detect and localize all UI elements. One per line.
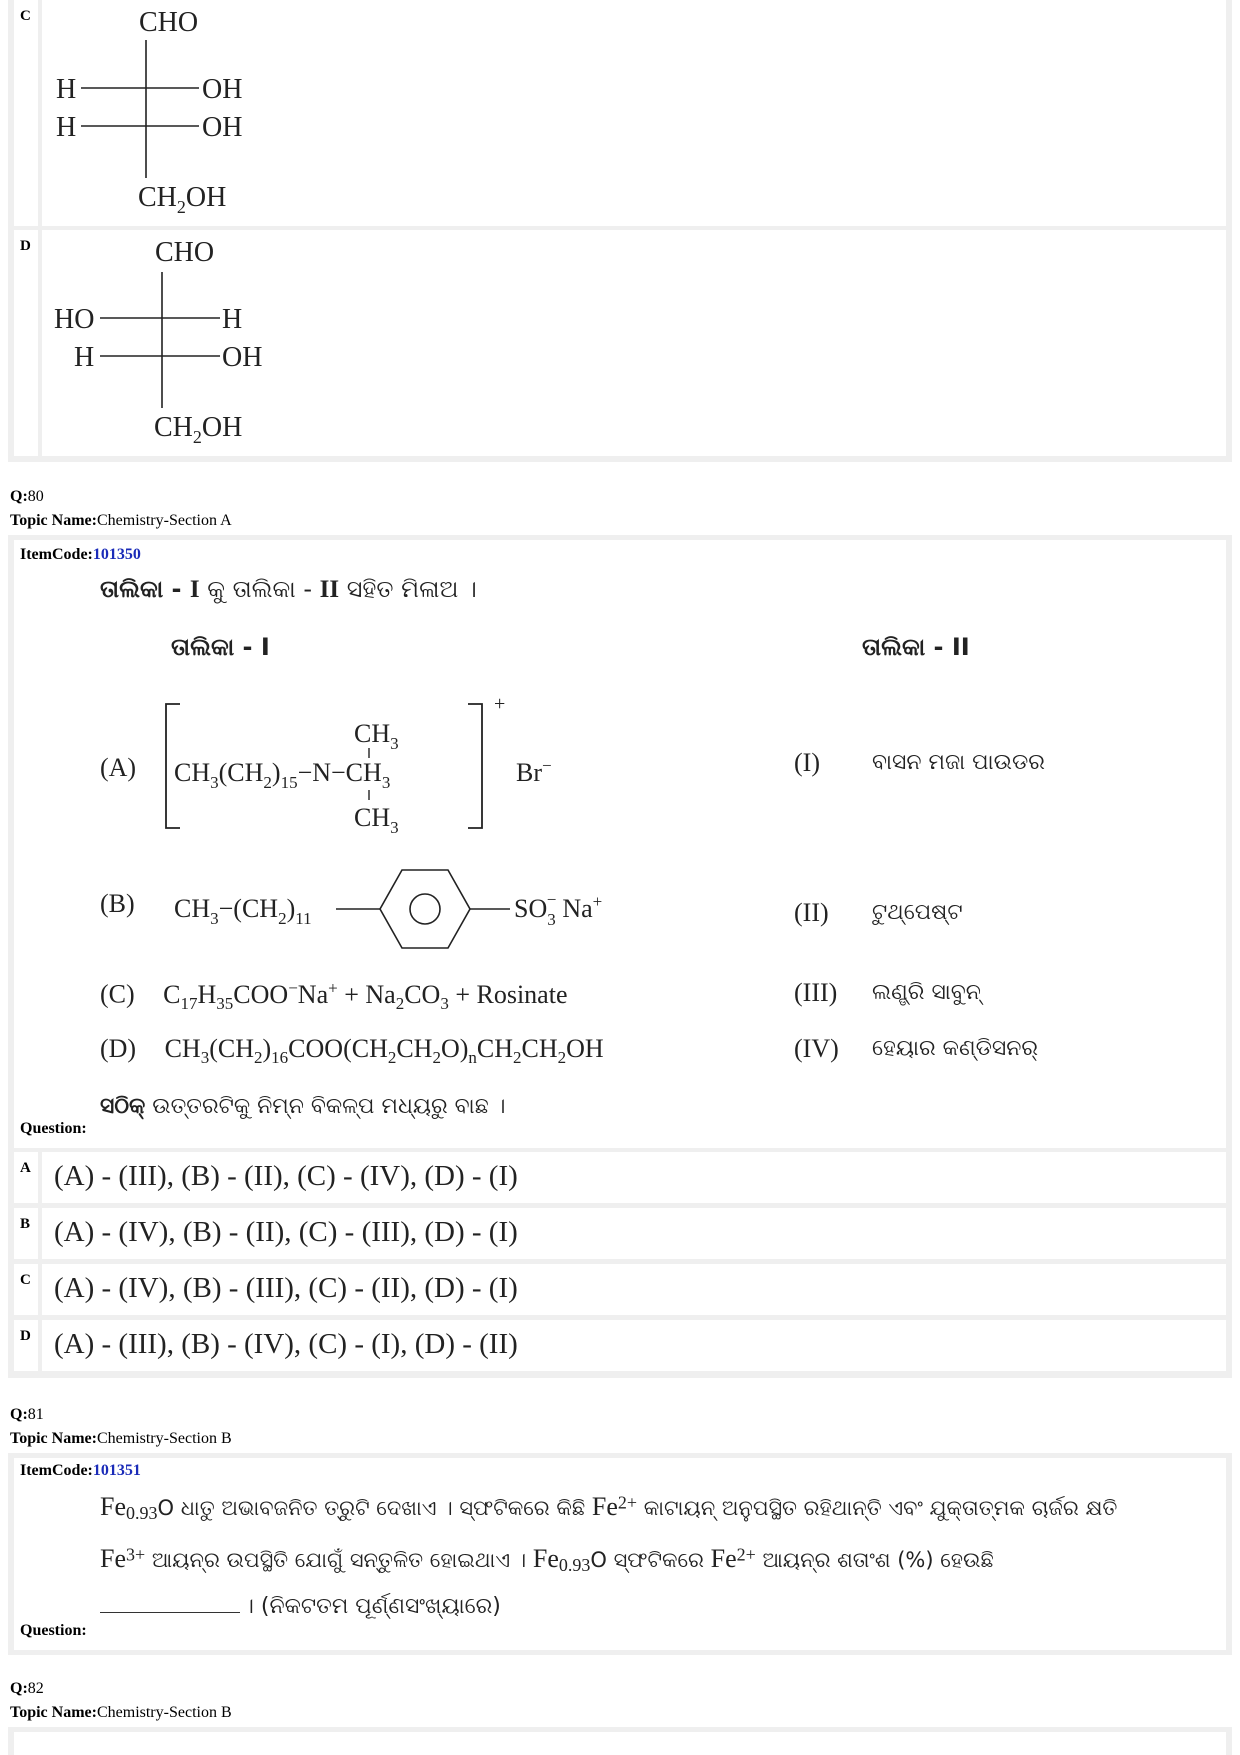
q80-number-line: Q:80 <box>10 488 44 505</box>
q80-itemcode: ItemCode:101350 <box>20 546 141 563</box>
compound-c: (C) $C_{17}H_{35}COO^-Na^+ + Na_2CO_3$ + Rosinate <box>100 978 568 1013</box>
q82-number-line: Q:82 <box>10 1680 44 1697</box>
option-letter: A <box>20 1160 31 1176</box>
cho-label: CHO <box>139 7 199 38</box>
benzene-ring <box>380 870 470 948</box>
option-text: (A) - (IV), (B) - (II), (C) - (III), (D) - (I) <box>54 1216 518 1248</box>
fischer-projection-c <box>42 0 442 226</box>
q82-question-body <box>14 1732 1226 1755</box>
bottom-methyl: $CH_3$ <box>354 803 399 837</box>
bromide-counter-ion: Br− <box>516 756 552 787</box>
q79-option-d[interactable] <box>42 230 1226 456</box>
q80-topic-line: Topic Name:Chemistry-Section A <box>10 512 232 529</box>
item-label-b: (B) <box>100 889 135 918</box>
option-letter: C <box>20 1272 31 1288</box>
left-group-1: HO <box>54 304 95 335</box>
compound-d: (D) $CH_3(CH_2)_{16}COO(CH_2CH_2O)_nCH_2CH_2OH$ <box>100 1034 604 1068</box>
list1-header: ତାଲିକା - I <box>171 633 270 661</box>
q80-question-body <box>14 540 1226 1148</box>
right-group-1: OH <box>202 74 243 105</box>
right-group-2: OH <box>202 112 243 143</box>
cho-label: CHO <box>155 237 215 268</box>
q80-option-a-label-cell <box>14 1152 38 1203</box>
q79-option-c-label-cell <box>14 0 38 226</box>
q81-number-line: Q:81 <box>10 1406 44 1423</box>
right-group-1: H <box>222 304 243 335</box>
top-methyl: $CH_3$ <box>354 719 399 753</box>
fischer-projection-d <box>42 230 442 456</box>
q80-option-d[interactable] <box>42 1320 1226 1371</box>
option-text: (A) - (IV), (B) - (III), (C) - (II), (D) - (I) <box>54 1272 518 1304</box>
q81-line-2: $Fe^{3+}$ ଆୟନ୍‌ର ଉପସ୍ଥିତି ଯୋଗୁଁ ସନ୍ତୁଳିତ ହୋଇଥାଏ । $Fe_{0.93}O$ ସ୍ଫଟିକରେ $Fe^{2+}$ ଆୟନ୍‌ର ଶତାଂଶ (%) ହେଉଛି <box>100 1544 994 1576</box>
left-group-2: H <box>56 112 77 143</box>
list2-item-iii: (III) ଲଣ୍ଡ୍ରି ସାବୁନ୍ <box>794 978 981 1007</box>
q81-topic-line: Topic Name:Chemistry-Section B <box>10 1430 232 1447</box>
q81-question-label: Question: <box>20 1622 87 1639</box>
q80-instruction: ତାଲିକା - I କୁ ତାଲିକା - II ସହିତ ମିଳାଅ । <box>100 575 477 603</box>
list2-item-ii: (II) ଟୁଥ୍‌ପେଷ୍ଟ <box>794 898 963 927</box>
compound-a-structure <box>84 678 644 848</box>
q80-option-a[interactable] <box>42 1152 1226 1203</box>
item-label-a: (A) <box>100 753 137 782</box>
list2-item-iv: (IV) ହେୟାର କଣ୍ଡିସନର୍ <box>794 1034 1039 1063</box>
q80-option-c-label-cell <box>14 1264 38 1315</box>
list2-item-i: (I) ବାସନ ମଜା ପାଉଡର <box>794 748 1045 777</box>
complex-charge: + <box>494 693 506 715</box>
q80-option-b-label-cell <box>14 1208 38 1259</box>
option-letter: D <box>20 1328 31 1344</box>
right-group-2: OH <box>222 342 263 373</box>
sulfonate-group: $SO_3- Na^+$ <box>514 890 603 929</box>
q80-option-d-label-cell <box>14 1320 38 1371</box>
q80-question-text: ସଠିକ୍ ଉତ୍ତରଟିକୁ ନିମ୍ନ ବିକଳ୍ପ ମଧ୍ୟରୁ ବାଛ । <box>100 1094 506 1119</box>
option-letter: C <box>20 8 31 24</box>
q81-question-body <box>14 1458 1226 1650</box>
left-group-1: H <box>56 74 77 105</box>
compound-b-structure <box>84 860 704 960</box>
answer-blank <box>100 1612 240 1613</box>
q79-option-d-label-cell <box>14 230 38 456</box>
q80-question-label: Question: <box>20 1120 87 1137</box>
q79-option-c[interactable] <box>42 0 1226 226</box>
option-text: (A) - (III), (B) - (IV), (C) - (I), (D) - (II) <box>54 1328 518 1360</box>
alkyl-chain: $CH_3-(CH_2)_{11}$ <box>174 894 312 928</box>
q81-line-1: $Fe_{0.93}O$ ଧାତୁ ଅଭାବଜନିତ ତ୍ରୁଟି ଦେଖାଏ । ସ୍ଫଟିକରେ କିଛି $Fe^{2+}$ କାଟାୟନ୍ ଅନୁପସ୍ଥିତ ରହିଥାନ୍ତି ଏବଂ ଯୁକ୍ତାତ୍ମକ ଚାର୍ଜର କ୍ଷତି <box>100 1492 1118 1524</box>
q80-option-b[interactable] <box>42 1208 1226 1259</box>
q80-option-c[interactable] <box>42 1264 1226 1315</box>
bottom-group: $CH_2OH$ <box>154 412 243 447</box>
q81-line-3: । (ନିକଟତମ ପୂର୍ଣ୍ଣସଂଖ୍ୟାରେ) <box>100 1594 501 1619</box>
q82-topic-line: Topic Name:Chemistry-Section B <box>10 1704 232 1721</box>
bottom-group: $CH_2OH$ <box>138 182 227 217</box>
option-text: (A) - (III), (B) - (II), (C) - (IV), (D) - (I) <box>54 1160 518 1192</box>
list2-header: ତାଲିକା - II <box>862 633 970 661</box>
option-letter: B <box>20 1216 31 1232</box>
option-letter: D <box>20 238 31 254</box>
left-group-2: H <box>74 342 95 373</box>
main-chain: $CH_3(CH_2)_{15}-N-CH_3$ <box>174 758 391 792</box>
q81-itemcode: ItemCode:101351 <box>20 1462 141 1479</box>
